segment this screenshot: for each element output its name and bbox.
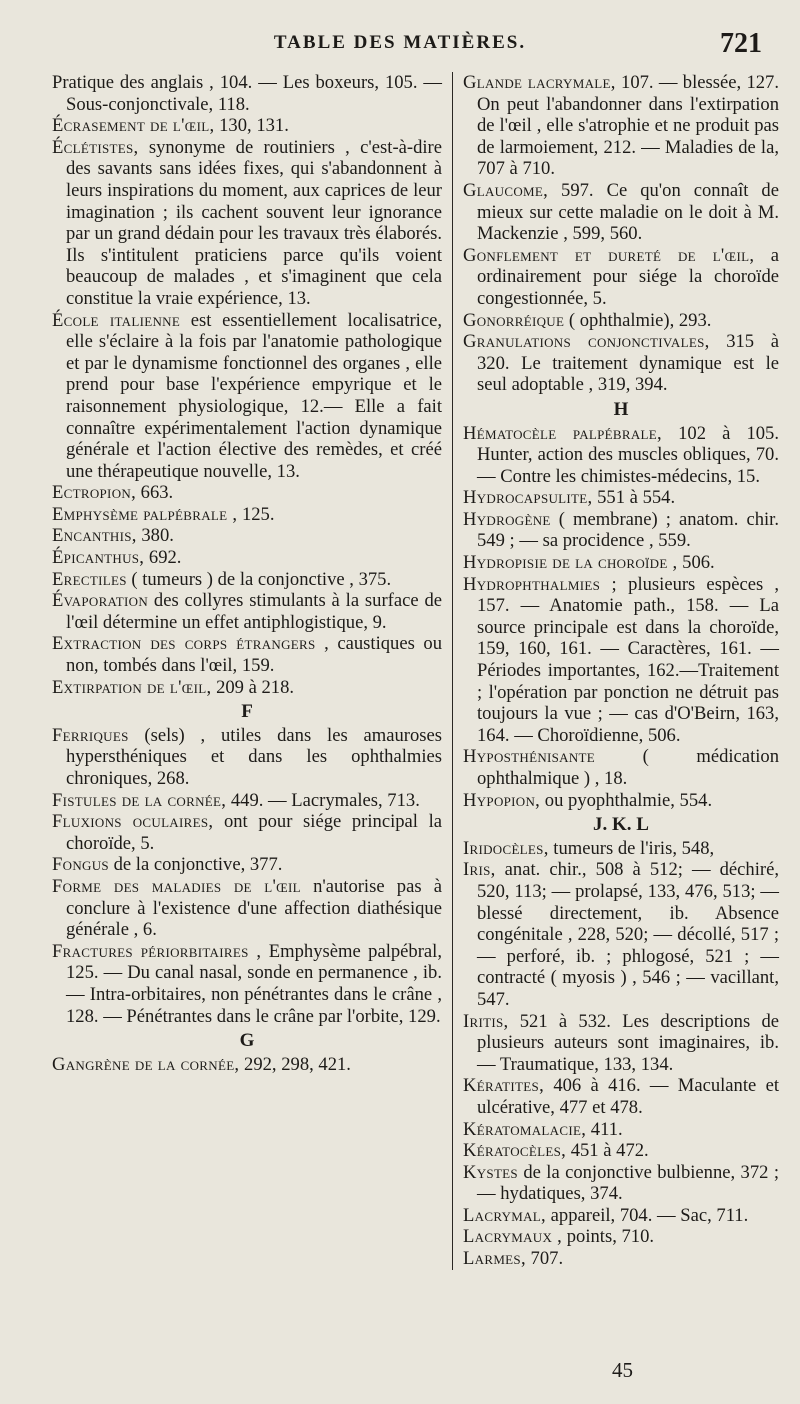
index-entry bbox=[52, 72, 442, 115]
section-letter: J. K. L bbox=[593, 814, 649, 836]
entry-text: 663. bbox=[136, 482, 174, 504]
entry-heading: Hypopion, bbox=[463, 789, 541, 811]
index-entry bbox=[463, 1248, 779, 1270]
entry-heading: Emphysème palpébrale , bbox=[52, 503, 238, 525]
entry-heading: Erectiles bbox=[52, 568, 127, 590]
page-title: TABLE DES MATIÈRES. bbox=[273, 32, 527, 53]
entry-text: Pratique des anglais , 104. — Les boxeurs, 105. — Sous-conjonctivale, 118. bbox=[52, 72, 442, 115]
entry-heading: Fluxions oculaires, bbox=[52, 811, 214, 833]
entry-heading: Gangrène de la cornée, bbox=[52, 1053, 240, 1075]
entry-text: 451 à 472. bbox=[566, 1140, 649, 1162]
index-entry bbox=[463, 859, 779, 1010]
index-entry bbox=[52, 525, 442, 547]
entry-text: Emphysème palpébral, 125. — Du canal nasal, sonde en permanence , ib. — Intra-orbitaires, non pénétrantes dans le crâne , 128. — Pénétrantes dans le crâne par l'orbite, 129. bbox=[66, 940, 442, 1027]
entry-text: 597. Ce qu'on connaît de mieux sur cette maladie on le doit à M. Mackenzie , 599, 560. bbox=[477, 179, 779, 245]
index-entry bbox=[52, 811, 442, 854]
index-entry bbox=[463, 1119, 779, 1141]
entry-text: 380. bbox=[136, 525, 174, 547]
entry-text: 521 à 532. Les descriptions de plusieurs auteurs sont imaginaires, ib. — Traumatique, 133, 134. bbox=[477, 1010, 779, 1075]
entry-heading: Glaucome, bbox=[463, 179, 549, 201]
entry-heading: Forme des maladies de l'œil bbox=[52, 875, 301, 897]
entry-heading: Hématocèle palpébrale, bbox=[463, 422, 662, 444]
index-entry bbox=[463, 509, 779, 552]
entry-text: anat. chir., 508 à 512; — déchiré, 520, 113; — prolapsé, 133, 476, 513; — blessé directement, ib. Absence congénitale , 228, 520; — décollé, 517 ; — perforé, ib. ; phlogosé, 521 ; — contracté ( myosis ) , 546 ; — vacillant, 547. bbox=[477, 859, 779, 1010]
index-entry bbox=[463, 574, 779, 747]
right-column bbox=[452, 72, 779, 1270]
entry-text: points, 710. bbox=[562, 1226, 655, 1248]
index-entry bbox=[52, 725, 442, 790]
entry-text: ( membrane) ; anatom. chir. 549 ; — sa procidence , 559. bbox=[477, 508, 779, 552]
index-entry bbox=[52, 1054, 442, 1076]
index-entry bbox=[463, 1162, 779, 1205]
entry-heading: Extirpation de l'œil, bbox=[52, 676, 212, 698]
entry-heading: Kératomalacie, bbox=[463, 1118, 587, 1140]
index-entry bbox=[463, 1075, 779, 1118]
entry-heading: Gonorréique bbox=[463, 309, 565, 331]
index-entry bbox=[52, 547, 442, 569]
index-entry bbox=[52, 504, 442, 526]
entry-heading: École italienne bbox=[52, 309, 181, 331]
running-head bbox=[0, 22, 800, 62]
entry-text: de la conjonctive bulbienne, 372 ; — hydatiques, 374. bbox=[477, 1161, 779, 1205]
section-letter: G bbox=[239, 1030, 255, 1052]
index-entry bbox=[52, 115, 442, 137]
index-entry bbox=[463, 72, 779, 180]
entry-heading: Glande lacrymale, bbox=[463, 72, 616, 93]
entry-heading: Éclétistes, bbox=[52, 136, 139, 158]
entry-text: synonyme de routiniers , c'est-à-dire des savants sans idées fixes, qui s'abandonnent à leurs inspirations du moment, aux caprices de leur imagination ; ils cachent souvent leur ignorance par un grand dédain pour les travaux très élaborés. Ils s'intitulent praticiens parce qu'ils voient beaucoup de malades , et s'imaginent que cela constitue la vraie expérience, 13. bbox=[66, 136, 442, 309]
index-entry bbox=[463, 552, 779, 574]
entry-text: ont pour siége principal la choroïde, 5. bbox=[66, 811, 443, 854]
entry-heading: Écrasement de l'œil, bbox=[52, 115, 215, 137]
index-entry bbox=[463, 1226, 779, 1248]
entry-text: 102 à 105. Hunter, action des muscles obliques, 70. — Contre les chimistes-médecins, 15. bbox=[477, 422, 779, 487]
section-letter: F bbox=[241, 701, 253, 723]
entry-text: 107. — blessée, 127. On peut l'abandonner dans l'extirpation de l'œil , elle s'atrophie et ne produit pas de larmoiement, 212. — Maladies de la, 707 à 710. bbox=[477, 72, 780, 180]
entry-heading: Kératocèles, bbox=[463, 1140, 567, 1162]
entry-text: des collyres stimulants à la surface de l'œil détermine un effet antiphlogistique, 9. bbox=[66, 590, 442, 633]
entry-text: 506. bbox=[677, 552, 715, 574]
printer-signature: 45 bbox=[612, 1358, 633, 1382]
entry-heading: Hydrogène bbox=[463, 508, 551, 530]
entry-text: ( médication ophthalmique ) , 18. bbox=[477, 746, 779, 789]
entry-heading: Fongus bbox=[52, 854, 109, 876]
index-entry bbox=[463, 746, 779, 789]
entry-text: ( ophthalmie), 293. bbox=[564, 309, 712, 331]
index-entry bbox=[52, 790, 442, 812]
entry-heading: Granulations conjonctivales, bbox=[463, 331, 710, 353]
entry-heading: Iritis, bbox=[463, 1010, 509, 1032]
index-entry bbox=[52, 941, 442, 1027]
entry-text: , caustiques ou non, tombés dans l'œil, 159. bbox=[66, 633, 443, 677]
index-entry bbox=[463, 245, 779, 310]
entry-text: a ordinairement pour siége la choroïde congestionnée, 5. bbox=[477, 244, 779, 309]
index-entry bbox=[52, 677, 442, 699]
entry-text: tumeurs de l'iris, 548, bbox=[548, 837, 715, 859]
index-entry bbox=[463, 423, 779, 488]
index-entry bbox=[52, 590, 442, 633]
entry-text: 411. bbox=[586, 1118, 623, 1140]
entry-heading: Lacrymal, bbox=[463, 1204, 546, 1226]
entry-heading: Hydrocapsulite, bbox=[463, 487, 593, 509]
entry-text: est essentiellement localisatrice, elle s'éclaire à la fois par l'anatomie pathologique et par le dynamisme fonctionnel des organes , elle prend pour base l'expérience empyrique et le raisonnement physiologique, 12.— Elle a fait connaître expérimentalement l'action dynamique générale et l'action élective des remèdes, et créé une thérapeutique nouvelle, 13. bbox=[66, 309, 442, 482]
entry-heading: Fistules de la cornée, bbox=[52, 789, 227, 811]
index-entry bbox=[463, 1140, 779, 1162]
index-entry bbox=[463, 180, 779, 245]
entry-heading: Lacrymaux , bbox=[463, 1226, 563, 1248]
entry-heading: Kératites, bbox=[463, 1075, 545, 1097]
entry-text: 406 à 416. — Maculante et ulcérative, 477 et 478. bbox=[477, 1075, 779, 1118]
index-entry bbox=[463, 790, 779, 812]
entry-heading: Iridocèles, bbox=[463, 837, 549, 859]
index-entry bbox=[463, 331, 779, 396]
index-entry bbox=[463, 1205, 779, 1227]
index-entry bbox=[52, 310, 442, 483]
index-entry bbox=[52, 137, 442, 310]
entry-heading: Hydropisie de la choroïde , bbox=[463, 552, 678, 574]
page-number: 721 bbox=[720, 28, 762, 59]
entry-text: 449. — Lacrymales, 713. bbox=[226, 789, 420, 811]
entry-text: 125. bbox=[237, 503, 275, 525]
entry-heading: Ferriques bbox=[52, 724, 129, 746]
entry-text: 292, 298, 421. bbox=[239, 1053, 351, 1075]
entry-text: ( tumeurs ) de la conjonctive , 375. bbox=[126, 568, 392, 590]
index-entry bbox=[52, 633, 442, 676]
index-entry bbox=[52, 854, 442, 876]
entry-heading: Extraction des corps étrangers bbox=[52, 633, 316, 655]
index-entry bbox=[463, 1011, 779, 1076]
index-entry bbox=[52, 569, 442, 591]
entry-text: n'autorise pas à conclure à l'existence d'une affection diathésique générale , 6. bbox=[66, 875, 442, 941]
entry-text: plusieurs espèces , 157. — Anatomie path., 158. — La source principale est dans la choroïde, 159, 160, 161. — Caractères, 161. — Périodes importantes, 162.—Traitement ; l'opération par ponction ne détruit pas toujours la vue ; — cas d'O'Beirn, 163, 164. — Choroïdienne, 506. bbox=[477, 573, 780, 746]
entry-text: ou pyophthalmie, 554. bbox=[540, 789, 713, 811]
entry-heading: Évaporation bbox=[52, 590, 149, 612]
entry-text: 315 à 320. Le traitement dynamique est le seul adoptable , 319, 394. bbox=[477, 331, 779, 396]
entry-text: 551 à 554. bbox=[592, 487, 676, 509]
entry-heading: Ectropion, bbox=[52, 482, 137, 504]
entry-heading: Iris, bbox=[463, 859, 496, 881]
entry-text: 692. bbox=[144, 547, 182, 569]
entry-heading: Hyposthénisante bbox=[463, 746, 596, 768]
index-entry bbox=[52, 482, 442, 504]
entry-text: appareil, 704. — Sac, 711. bbox=[546, 1204, 749, 1226]
entry-text: de la conjonctive, 377. bbox=[108, 854, 283, 876]
entry-text: (sels) , utiles dans les amauroses hypersthéniques et dans les ophthalmies chroniques, 268. bbox=[66, 724, 442, 789]
entry-heading: Fractures périorbitaires , bbox=[52, 940, 262, 962]
entry-heading: Encanthis, bbox=[52, 525, 137, 547]
index-entry bbox=[463, 838, 779, 860]
entry-text: 130, 131. bbox=[214, 115, 289, 137]
entry-heading: Kystes bbox=[463, 1161, 518, 1183]
entry-heading: Gonflement et dureté de l'œil, bbox=[463, 244, 755, 266]
entry-heading: Épicanthus, bbox=[52, 547, 145, 569]
index-entry bbox=[52, 876, 442, 941]
entry-text: 707. bbox=[525, 1248, 564, 1270]
entry-text: 209 à 218. bbox=[211, 676, 295, 698]
index-entry bbox=[463, 487, 779, 509]
section-letter: H bbox=[613, 398, 629, 420]
left-column bbox=[52, 72, 442, 1075]
entry-heading: Hydrophthalmies ; bbox=[463, 573, 618, 595]
entry-heading: Larmes, bbox=[463, 1248, 526, 1270]
index-entry bbox=[463, 310, 779, 332]
